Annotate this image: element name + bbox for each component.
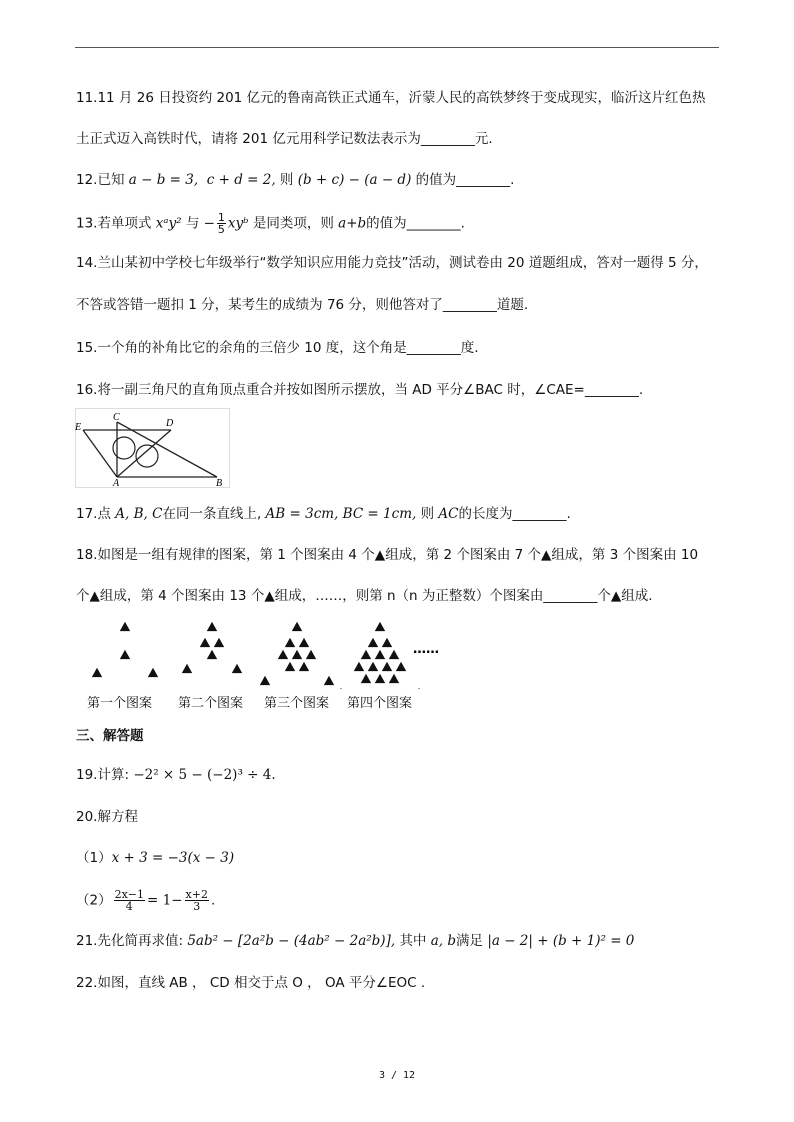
q22: 22.如图，直线 AB ， CD 相交于点 O ， OA 平分∠EOC . (76, 975, 426, 991)
q21-expr: 5ab² − [2a²b − (4ab² − 2a²b)], (187, 933, 396, 949)
pattern-3-triangle-9 (324, 676, 334, 685)
pattern-4-triangle-13 (336, 688, 346, 689)
q12 (76, 171, 514, 189)
pattern-2-triangle-5 (232, 664, 242, 673)
q15: 15.一个角的补角比它的余角的三倍少 10 度，这个角是________度. (76, 340, 479, 356)
q16-figure (75, 408, 230, 488)
q21-cond: |a − 2| + (b + 1)² = 0 (487, 933, 635, 949)
ruler-hole-left (113, 437, 135, 459)
q13-cond: 是同类项，则 (252, 215, 334, 232)
q12-suffix: 的值为________. (415, 172, 515, 188)
pattern-4-triangle-11 (375, 674, 385, 683)
q19-expr: −2² × 5 − (−2)³ ÷ 4. (133, 767, 276, 783)
pattern-4-triangle-0 (375, 622, 385, 631)
pattern-4-triangle-3 (361, 650, 371, 659)
label-C: C (113, 412, 120, 423)
q17-then: 则 (420, 506, 435, 522)
q12-mid: 则 (279, 172, 294, 188)
triangle-rulers-diagram (75, 408, 230, 488)
q14-line1: 14.兰山某初中学校七年级举行“数学知识应用能力竞技”活动，测试卷由 20 道题组成，答对一题得 5 分， (76, 255, 708, 271)
pattern-4-triangle-6 (354, 662, 364, 671)
q12-cond2: c + d = 2, (206, 172, 276, 188)
q13-frac-den: 5 (217, 223, 225, 236)
q19-prefix: 19.计算: (76, 767, 130, 783)
q13-mid: 与 (185, 215, 200, 232)
q11-line1: 11.11 月 26 日投资约 201 亿元的鲁南高铁正式通车，沂蒙人民的高铁梦终于变成现实，临沂这片红色热 (76, 90, 706, 106)
q16: 16.将一副三角尺的直角顶点重合并按如图所示摆放，当 AD 平分∠BAC 时，∠CAE=________. (76, 382, 644, 398)
caption-pattern-4: 第四个图案 (347, 696, 413, 711)
label-D: D (166, 418, 174, 429)
pattern-2-triangle-3 (207, 650, 217, 659)
q21-prefix: 21.先化简再求值: (76, 933, 184, 949)
pattern-1-triangle-1 (120, 650, 130, 659)
q20-p2-end: . (210, 892, 216, 909)
q12-cond1: a − b = 3, (128, 172, 199, 188)
q20-frac2-num: x+2 (185, 888, 208, 901)
q18-figure (75, 617, 440, 712)
pattern-3-triangle-8 (260, 676, 270, 685)
q20-frac1-num: 2x−1 (114, 888, 145, 901)
q21-cond-word: 满足 (456, 933, 484, 949)
ruler-hole-right (136, 445, 158, 467)
pattern-2-triangle-1 (200, 638, 210, 647)
q20-p2-label: （2） (76, 892, 112, 909)
pattern-4-triangle-14 (414, 688, 424, 689)
pattern-4-triangle-10 (361, 674, 371, 683)
q18-line2: 个▲组成，第 4 个图案由 13 个▲组成，……，则第 n（n 为正整数）个图案由________个▲组成. (76, 588, 653, 604)
label-E: E (75, 422, 82, 433)
pattern-3-triangle-0 (292, 622, 302, 631)
q20-p1-eq: x + 3 = −3(x − 3) (111, 850, 235, 866)
q21-vars: a, b (430, 933, 457, 949)
q18-line1: 18.如图是一组有规律的图案，第 1 个图案由 4 个▲组成，第 2 个图案由 7 个▲组成，第 3 个图案由 10 (76, 547, 699, 563)
q20-p2-frac1 (114, 889, 145, 912)
q20-p2-frac2 (185, 889, 209, 912)
label-A: A (113, 478, 120, 488)
q17-points: A, B, C (115, 506, 163, 522)
pattern-1-triangle-2 (92, 668, 102, 677)
q13-prefix: 13.若单项式 (76, 215, 152, 232)
q11-line2: 土正式迈入高铁时代，请将 201 亿元用科学记数法表示为________元. (76, 131, 493, 147)
q13-frac-num: 1 (217, 211, 225, 224)
q17-ab: AB = 3cm, BC = 1cm, (265, 506, 417, 522)
caption-pattern-3: 第三个图案 (264, 696, 330, 711)
pattern-4-triangle-5 (389, 650, 399, 659)
q17-suffix: 的长度为________. (458, 506, 571, 522)
pattern-ellipsis: …… (413, 642, 439, 657)
triangle-pattern-diagram (75, 617, 440, 689)
q13 (76, 212, 465, 235)
q14-line2: 不答或答错一题扣 1 分，某考生的成绩为 76 分，则他答对了________道题. (76, 297, 529, 313)
pattern-4-triangle-9 (396, 662, 406, 671)
pattern-4-triangle-4 (375, 650, 385, 659)
pattern-4-triangle-12 (389, 674, 399, 683)
q20-frac2-den: 3 (193, 900, 201, 913)
q13-fraction (217, 212, 226, 235)
q20-frac1-den: 4 (125, 900, 133, 913)
pattern-1-triangle-3 (148, 668, 158, 677)
q20-part1 (76, 849, 234, 867)
q19 (76, 766, 276, 784)
q20-p2-mid: = 1− (147, 892, 183, 909)
q20-p1-label: （1） (76, 850, 112, 866)
pattern-3-triangle-4 (292, 650, 302, 659)
label-B: B (216, 478, 223, 488)
line-EA (83, 430, 117, 477)
q13-expr: a+b (338, 215, 367, 232)
pattern-3-triangle-5 (306, 650, 316, 659)
q17-mid: 在同一条直线上, (162, 506, 262, 522)
pattern-3-triangle-3 (278, 650, 288, 659)
q12-expr: (b + c) − (a − d) (297, 172, 412, 188)
pattern-1-triangle-0 (120, 622, 130, 631)
figure-border (76, 409, 230, 488)
q17-ac: AC (438, 506, 459, 522)
q13-term2: xyᵇ (227, 215, 249, 232)
section-title: 三、解答题 (76, 728, 144, 744)
q20-part2 (76, 889, 215, 912)
q12-prefix: 12.已知 (76, 172, 125, 188)
pattern-3-triangle-1 (285, 638, 295, 647)
pattern-4-triangle-2 (382, 638, 392, 647)
q17-prefix: 17.点 (76, 506, 111, 522)
q13-term1: xᵃy² (155, 215, 182, 232)
pattern-4-triangle-1 (368, 638, 378, 647)
q21 (76, 932, 634, 950)
pattern-4-triangle-8 (382, 662, 392, 671)
pattern-2-triangle-4 (182, 664, 192, 673)
pattern-2-triangle-2 (214, 638, 224, 647)
pattern-4-triangle-7 (368, 662, 378, 671)
pattern-3-triangle-6 (285, 662, 295, 671)
q17 (76, 505, 571, 523)
pattern-2-triangle-0 (207, 622, 217, 631)
caption-pattern-1: 第一个图案 (87, 696, 153, 711)
q21-mid: 其中 (399, 933, 427, 949)
q13-sign: − (203, 215, 215, 232)
pattern-3-triangle-2 (299, 638, 309, 647)
page-number: 3 / 12 (378, 1070, 416, 1081)
q13-suffix: 的值为________. (366, 215, 465, 232)
q20-title: 20.解方程 (76, 809, 138, 825)
caption-pattern-2: 第二个图案 (178, 696, 244, 711)
header-rule (75, 47, 719, 48)
pattern-3-triangle-7 (299, 662, 309, 671)
